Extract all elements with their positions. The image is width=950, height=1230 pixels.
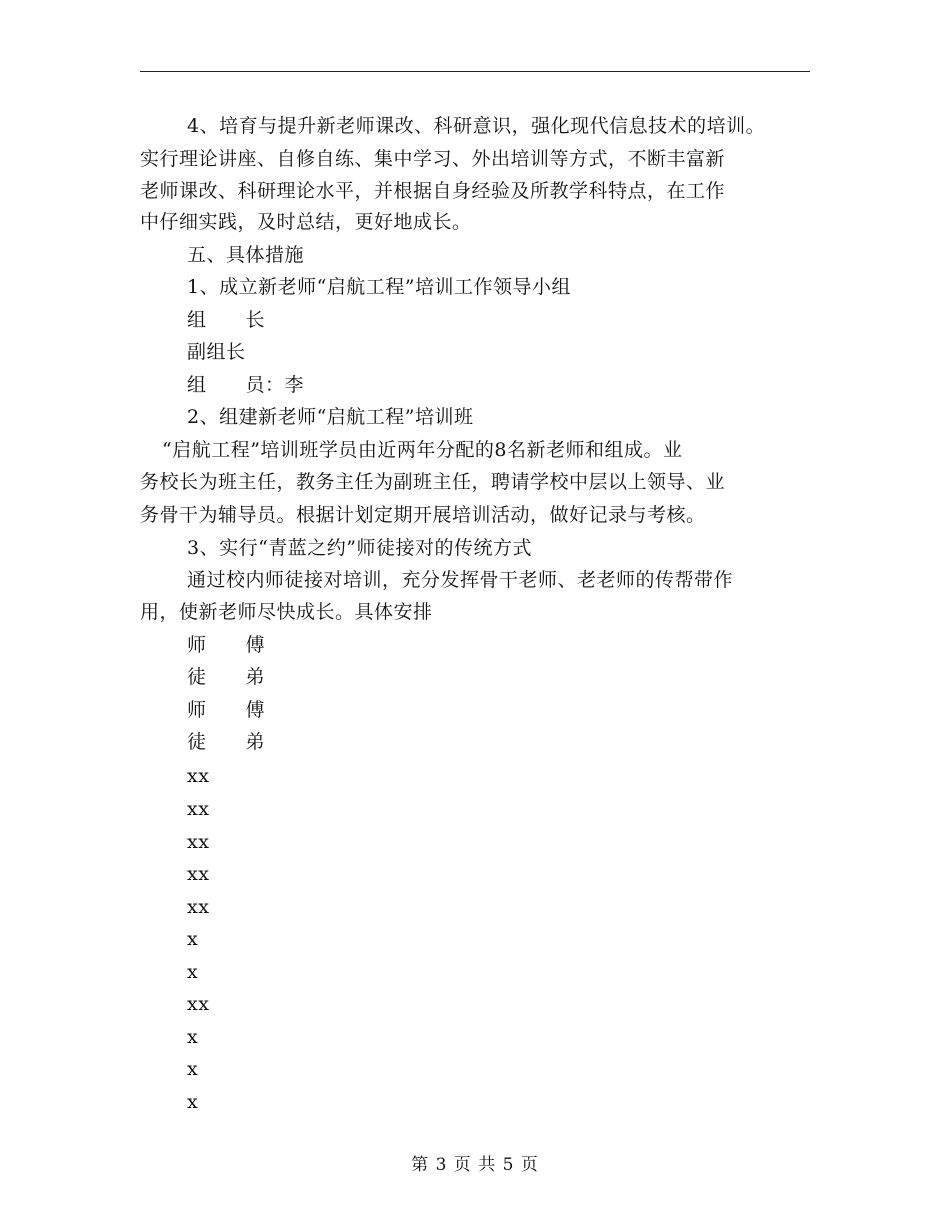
table-label: 徒 弟 <box>187 731 266 753</box>
placeholder-name: xx <box>187 765 210 787</box>
placeholder-name: x <box>187 1091 199 1113</box>
paragraph-line: 老师课改、科研理论水平，并根据自身经验及所教学科特点，在工作 <box>140 180 726 202</box>
placeholder-name: xx <box>187 831 210 853</box>
header-rule <box>140 71 810 72</box>
paragraph-line: “启航工程”培训班学员由近两年分配的8名新老师和组成。业 <box>162 439 683 461</box>
placeholder-name: xx <box>187 896 210 918</box>
placeholder-name: xx <box>187 993 210 1015</box>
table-label: 师 傅 <box>187 634 266 656</box>
paragraph-line: 4、培育与提升新老师课改、科研意识，强化现代信息技术的培训。 <box>187 115 766 137</box>
role-label: 组 长 <box>187 309 266 331</box>
subsection-heading: 1、成立新老师“启航工程”培训工作领导小组 <box>187 276 572 298</box>
table-label: 徒 弟 <box>187 666 266 688</box>
placeholder-name: x <box>187 928 199 950</box>
paragraph-line: 用，使新老师尽快成长。具体安排 <box>140 601 433 623</box>
placeholder-name: x <box>187 1058 199 1080</box>
subsection-heading: 3、实行“青蓝之约”师徒接对的传统方式 <box>187 537 533 559</box>
paragraph-line: 务骨干为辅导员。根据计划定期开展培训活动，做好记录与考核。 <box>140 504 706 526</box>
role-label: 副组长 <box>187 341 246 363</box>
paragraph-line: 中仔细实践，及时总结，更好地成长。 <box>140 211 472 233</box>
role-label: 组 员：李 <box>187 374 305 396</box>
placeholder-name: xx <box>187 798 210 820</box>
section-heading: 五、具体措施 <box>187 244 305 266</box>
placeholder-name: x <box>187 1026 199 1048</box>
placeholder-name: xx <box>187 863 210 885</box>
paragraph-line: 务校长为班主任，教务主任为副班主任，聘请学校中层以上领导、业 <box>140 471 726 493</box>
placeholder-name: x <box>187 961 199 983</box>
paragraph-line: 通过校内师徒接对培训，充分发挥骨干老师、老老师的传帮带作 <box>187 569 734 591</box>
page-number-footer: 第 3 页 共 5 页 <box>411 1155 539 1175</box>
paragraph-line: 实行理论讲座、自修自练、集中学习、外出培训等方式，不断丰富新 <box>140 148 726 170</box>
subsection-heading: 2、组建新老师“启航工程”培训班 <box>187 406 474 428</box>
table-label: 师 傅 <box>187 699 266 721</box>
